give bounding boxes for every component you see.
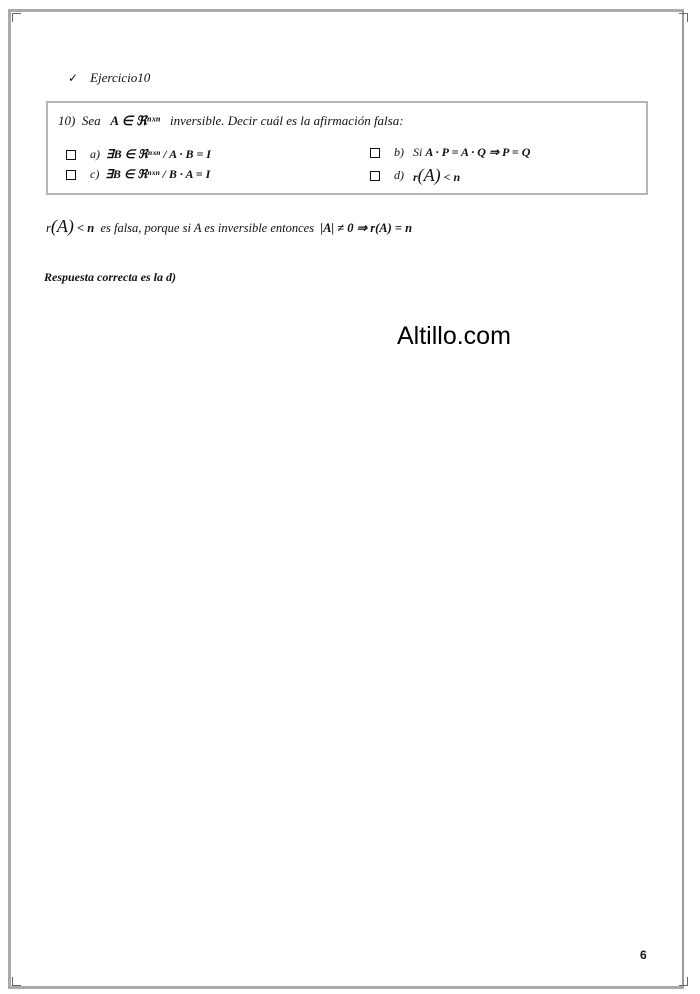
checkbox-icon[interactable] bbox=[370, 171, 380, 181]
option-b-prefix: Si bbox=[413, 145, 423, 159]
question-intro: Sea bbox=[81, 113, 101, 128]
watermark: Altillo.com bbox=[397, 322, 511, 350]
explanation-line bbox=[46, 216, 412, 237]
question-set-expression: A ∈ ℜⁿˣⁿ bbox=[110, 113, 161, 128]
option-b-label: b) bbox=[394, 145, 404, 159]
exercise-heading bbox=[68, 70, 150, 86]
explanation-lhs: r(A) < n bbox=[46, 216, 95, 236]
explanation-text: es falsa, porque si A es inversible entonces bbox=[100, 221, 315, 235]
checkbox-icon[interactable] bbox=[66, 170, 76, 180]
question-text: inversible. Decir cuál es la afirmación falsa: bbox=[169, 113, 404, 128]
checkmark-icon: ✓ bbox=[68, 71, 79, 85]
option-b-expression: A · P = A · Q ⇒ P = Q bbox=[425, 145, 531, 159]
question-statement bbox=[58, 113, 404, 129]
option-a-expression: ∃B ∈ ℜⁿˣⁿ / A · B = I bbox=[106, 147, 211, 161]
corner-mark-top-left bbox=[12, 13, 21, 22]
option-c-label: c) bbox=[90, 167, 100, 181]
exercise-title: Ejercicio10 bbox=[90, 70, 151, 85]
option-c[interactable] bbox=[66, 167, 210, 182]
corner-mark-top-right bbox=[679, 13, 688, 22]
option-b[interactable] bbox=[370, 145, 530, 160]
explanation-rhs: |A| ≠ 0 ⇒ r(A) = n bbox=[320, 221, 413, 235]
question-number: 10) bbox=[58, 113, 76, 128]
corner-mark-bottom-right bbox=[679, 977, 688, 986]
page-number: 6 bbox=[640, 948, 647, 962]
option-a-label: a) bbox=[90, 147, 100, 161]
checkbox-icon[interactable] bbox=[66, 150, 76, 160]
option-d-label: d) bbox=[394, 168, 404, 182]
option-a[interactable] bbox=[66, 147, 211, 162]
option-d-expression: r(A) < n bbox=[413, 165, 461, 185]
option-c-expression: ∃B ∈ ℜⁿˣⁿ / B · A = I bbox=[105, 167, 211, 181]
answer-text: Respuesta correcta es la d) bbox=[44, 270, 176, 284]
corner-mark-bottom-left bbox=[12, 977, 21, 986]
checkbox-icon[interactable] bbox=[370, 148, 380, 158]
option-d[interactable] bbox=[370, 165, 460, 186]
